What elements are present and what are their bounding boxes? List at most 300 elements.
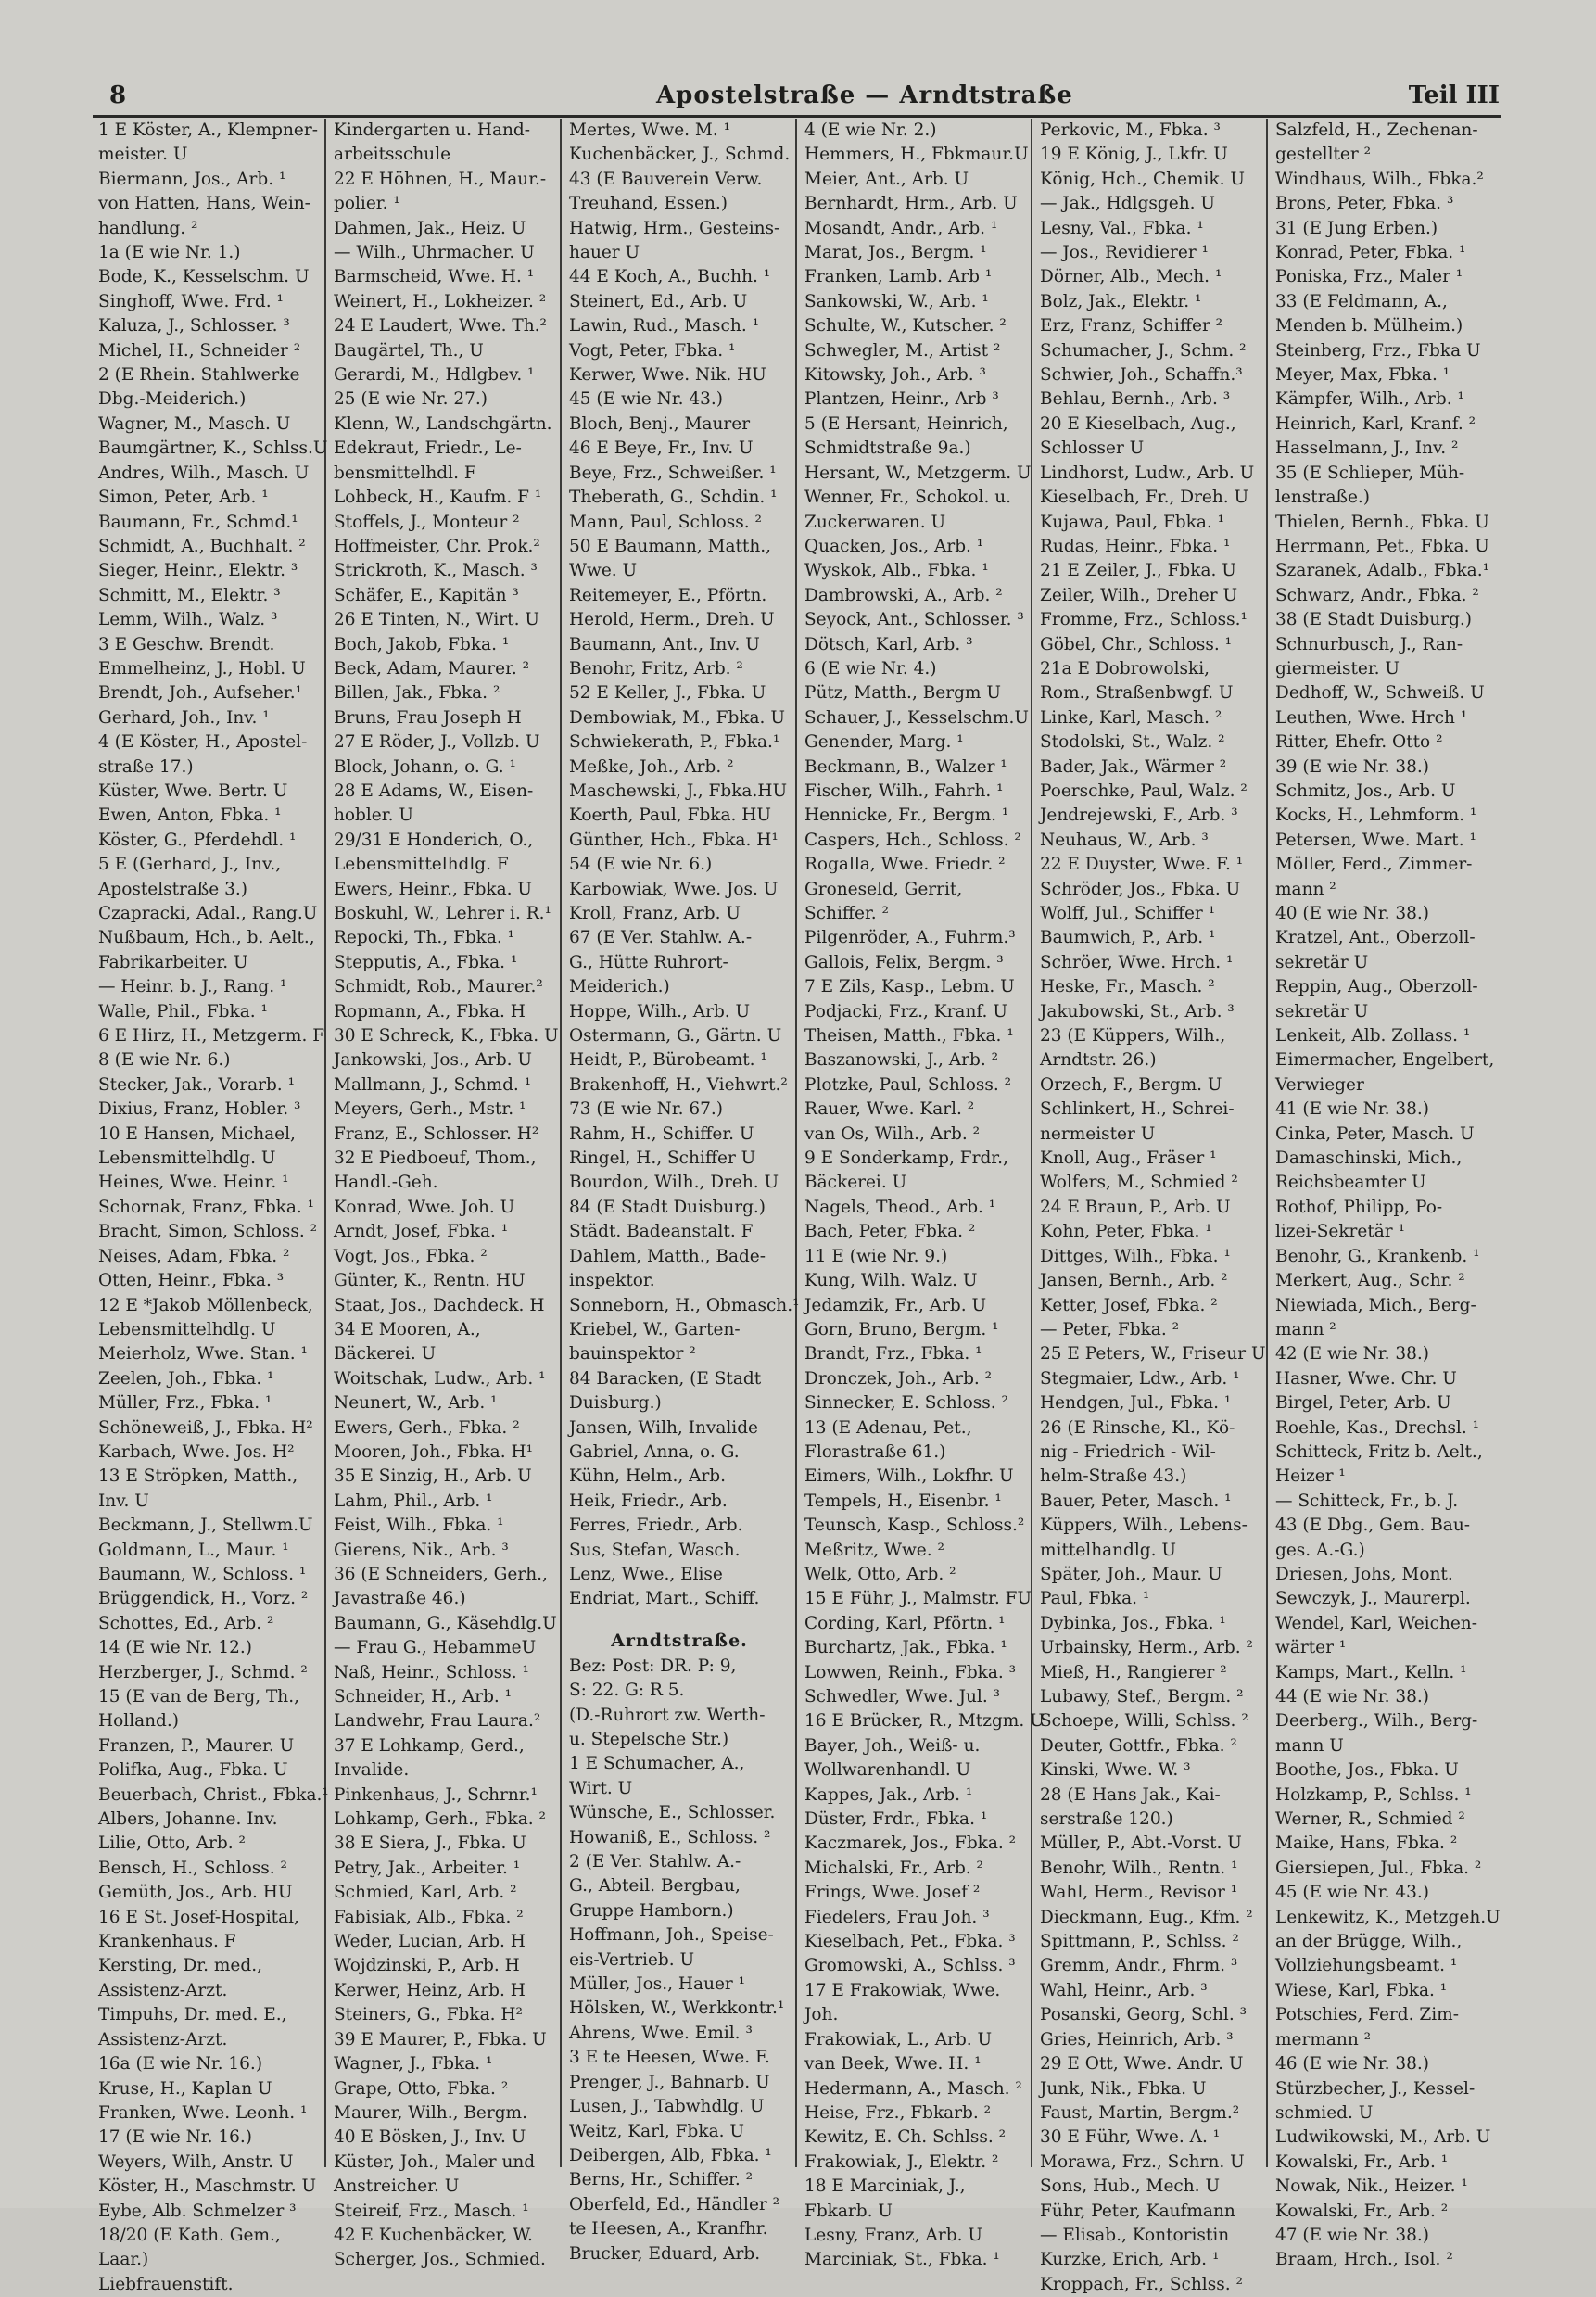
directory-entry: Niewiada, Mich., Berg- [1275, 1295, 1476, 1315]
directory-entry: Treuhand, Essen.) [569, 194, 728, 214]
directory-entry: 39 (E wie Nr. 38.) [1275, 756, 1430, 777]
directory-entry: Eimermacher, Engelbert, [1275, 1050, 1495, 1071]
directory-entry: 21 E Zeiler, J., Fbka. U [1040, 561, 1236, 581]
directory-entry: Petersen, Wwe. Mart. ¹ [1275, 830, 1476, 850]
directory-entry: Dahmen, Jak., Heiz. U [334, 218, 526, 238]
directory-entry: Gerardi, M., Hdlgbev. ¹ [334, 365, 535, 386]
directory-entry: Neunert, W., Arb. ¹ [334, 1393, 498, 1414]
directory-entry: Brüggendick, H., Vorz. ² [98, 1589, 309, 1609]
directory-entry: Wahl, Heinr., Arb. ³ [1040, 1980, 1208, 2000]
directory-entry: 35 (E Schlieper, Müh- [1275, 463, 1465, 483]
directory-entry: Göbel, Chr., Schloss. ¹ [1040, 634, 1233, 654]
directory-entry: Bernhardt, Hrm., Arb. U [804, 194, 1018, 214]
directory-entry: Mosandt, Andr., Arb. ¹ [804, 218, 998, 238]
directory-entry: Albers, Johanne. Inv. [98, 1809, 278, 1830]
directory-entry: Schröer, Wwe. Hrch. ¹ [1040, 952, 1234, 972]
directory-entry: 10 E Hansen, Michael, [98, 1123, 296, 1144]
directory-entry: Kämpfer, Wilh., Arb. ¹ [1275, 389, 1464, 410]
directory-entry: Konrad, Peter, Fbka. ¹ [1275, 243, 1466, 263]
directory-entry: 42 (E wie Nr. 38.) [1275, 1344, 1430, 1364]
directory-entry: gestellter ² [1275, 145, 1372, 165]
directory-entry: Rom., Straßenbwgf. U [1040, 683, 1234, 704]
directory-entry: Schwiekerath, P., Fbka.¹ [569, 732, 780, 753]
directory-entry: Schmidt, Rob., Maurer.² [334, 977, 543, 997]
column-6 [1268, 119, 1503, 2270]
directory-entry: Perkovic, M., Fbka. ³ [1040, 121, 1221, 140]
directory-entry: 3 E Geschw. Brendt. [98, 634, 275, 654]
street-description: Bez: Post: DR. P: 9, [569, 1656, 737, 1676]
directory-entry: Hasselmann, J., Inv. ² [1275, 438, 1459, 459]
directory-entry: Hatwig, Hrm., Gesteins- [569, 218, 780, 238]
directory-entry: Bracht, Simon, Schloss. ² [98, 1222, 318, 1242]
directory-entry: Rogalla, Wwe. Friedr. ² [804, 855, 1006, 875]
directory-entry: Maike, Hans, Fbka. ² [1275, 1834, 1458, 1854]
directory-entry: 15 E Führ, J., Malmstr. FU [804, 1589, 1032, 1609]
directory-entry: Baumann, G., Käsehdlg.U [334, 1613, 557, 1633]
directory-entry: Kappes, Jak., Arb. ¹ [804, 1784, 973, 1805]
directory-entry: Baumgärtner, K., Schlss.U [98, 438, 328, 459]
directory-entry: Boothe, Jos., Fbka. U [1275, 1760, 1459, 1781]
directory-entry: Schwegler, M., Artist ² [804, 340, 1001, 361]
directory-entry: Stürzbecher, J., Kessel- [1275, 2078, 1476, 2099]
directory-entry: Reppin, Aug., Oberzoll- [1275, 977, 1478, 997]
directory-entry: lizei-Sekretär ¹ [1275, 1222, 1405, 1242]
directory-entry: 22 E Duyster, Wwe. F. ¹ [1040, 855, 1244, 875]
directory-entry: — Jos., Revidierer ¹ [1040, 243, 1209, 263]
directory-entry: Behlau, Bernh., Arb. ³ [1040, 389, 1231, 410]
directory-entry: Schnurbusch, J., Ran- [1275, 634, 1463, 654]
directory-entry: Küster, Joh., Maler und [334, 2151, 536, 2172]
directory-entry: — Schitteck, Fr., b. J. [1275, 1491, 1459, 1511]
directory-entry: 52 E Keller, J., Fbka. U [569, 683, 766, 704]
directory-entry: Singhoff, Wwe. Frd. ¹ [98, 291, 284, 311]
directory-entry: mann ² [1275, 879, 1336, 899]
directory-entry: Kowalski, Fr., Arb. ² [1275, 2201, 1449, 2221]
directory-entry: Berns, Hr., Schiffer. ² [569, 2170, 754, 2190]
directory-entry: Kruse, H., Kaplan U [98, 2078, 272, 2099]
directory-entry: 17 E Frakowiak, Wwe. [804, 1980, 1001, 2000]
directory-entry: Heines, Wwe. Heinr. ¹ [98, 1173, 289, 1193]
directory-entry: 4 (E wie Nr. 2.) [804, 121, 937, 140]
directory-entry: Plotzke, Paul, Schloss. ² [804, 1074, 1012, 1095]
directory-entry: Dieckmann, Eug., Kfm. ² [1040, 1907, 1253, 1927]
directory-entry: Billen, Jak., Fbka. ² [334, 683, 500, 704]
directory-entry: Meßke, Joh., Arb. ² [569, 756, 734, 777]
directory-entry: 16 E St. Josef-Hospital, [98, 1907, 299, 1927]
directory-entry: nermeister U [1040, 1123, 1156, 1144]
directory-entry: Stepputis, A., Fbka. ¹ [334, 952, 518, 972]
directory-entry: 22 E Höhnen, H., Maur.- [334, 169, 547, 189]
directory-entry: Sieger, Heinr., Elektr. ³ [98, 561, 298, 581]
directory-entry: Brakenhoff, H., Viehwrt.² [569, 1074, 788, 1095]
directory-entry: — Frau G., HebammeU [334, 1638, 537, 1658]
directory-entry: hauer U [569, 243, 640, 263]
directory-entry: Bode, K., Kesselschm. U [98, 267, 310, 287]
part-label: Teil III [1408, 82, 1500, 109]
directory-entry: bensmittelhdl. F [334, 463, 476, 483]
directory-entry: Maurer, Wilh., Bergm. [334, 2102, 527, 2123]
directory-entry: G., Hütte Ruhrort- [569, 952, 728, 972]
directory-entry: Bolz, Jak., Elektr. ¹ [1040, 291, 1202, 311]
directory-entry: te Heesen, A., Kranfhr. [569, 2219, 768, 2240]
directory-entry: Müller, Frz., Fbka. ¹ [98, 1393, 272, 1414]
column-1 [91, 119, 329, 2294]
directory-entry: Goldmann, L., Maur. ¹ [98, 1540, 289, 1560]
directory-entry: 32 E Piedboeuf, Thom., [334, 1148, 537, 1169]
directory-entry: Beye, Frz., Schweißer. ¹ [569, 463, 777, 483]
directory-entry: Barmscheid, Wwe. H. ¹ [334, 267, 535, 287]
directory-entry: Seyock, Ant., Schlosser. ³ [804, 610, 1024, 630]
directory-entry: Scherger, Jos., Schmied. [334, 2250, 546, 2270]
directory-entry: Driesen, Johs, Mont. [1275, 1564, 1453, 1584]
directory-entry: Meyer, Max, Fbka. ¹ [1275, 365, 1450, 386]
directory-entry: 35 E Sinzig, H., Arb. U [334, 1466, 532, 1487]
directory-entry: Brons, Peter, Fbka. ³ [1275, 194, 1454, 214]
directory-entry: Günter, K., Rentn. HU [334, 1271, 526, 1291]
directory-entry: Lusen, J., Tabwhdlg. U [569, 2097, 765, 2117]
directory-entry: Schmidtstraße 9a.) [804, 438, 971, 459]
directory-entry: Kroll, Franz, Arb. U [569, 904, 741, 923]
directory-entry: Benohr, Wilh., Rentn. ¹ [1040, 1858, 1238, 1878]
directory-entry: 38 E Siera, J., Fbka. U [334, 1834, 526, 1854]
directory-entry: 43 (E Dbg., Gem. Bau- [1275, 1516, 1471, 1536]
directory-entry: 13 E Ströpken, Matth., [98, 1466, 298, 1487]
directory-entry: Franzen, P., Maurer. U [98, 1735, 295, 1756]
directory-entry: van Os, Wilh., Arb. ² [804, 1123, 981, 1144]
directory-entry: Hedermann, A., Masch. ² [804, 2078, 1022, 2099]
directory-entry: Eimers, Wilh., Lokfhr. U [804, 1466, 1014, 1487]
directory-entry: Herold, Herm., Dreh. U [569, 610, 775, 630]
directory-entry: Bäckerei. U [334, 1344, 437, 1364]
directory-entry: Lesny, Val., Fbka. ¹ [1040, 218, 1204, 238]
directory-entry: Schitteck, Fritz b. Aelt., [1275, 1441, 1483, 1462]
directory-entry: Kratzel, Ant., Oberzoll- [1275, 928, 1476, 948]
directory-entry: Ostermann, G., Gärtn. U [569, 1026, 782, 1047]
directory-entry: Kocks, H., Lehmform. ¹ [1275, 806, 1477, 826]
directory-entry: Jedamzik, Fr., Arb. U [804, 1295, 987, 1315]
directory-entry: Franz, E., Schlosser. H² [334, 1123, 539, 1144]
directory-entry: Schröder, Jos., Fbka. U [1040, 879, 1241, 899]
directory-entry: 26 E Tinten, N., Wirt. U [334, 610, 539, 630]
directory-entry: Bader, Jak., Wärmer ² [1040, 756, 1227, 777]
directory-entry: 39 E Maurer, P., Fbka. U [334, 2029, 547, 2050]
directory-entry: Assistenz-Arzt. [98, 1980, 228, 2000]
directory-entry: Lemm, Wilh., Walz. ³ [98, 610, 278, 630]
directory-entry: Benohr, Fritz, Arb. ² [569, 658, 743, 679]
directory-entry: serstraße 120.) [1040, 1809, 1173, 1830]
directory-entry: 2 (E Rhein. Stahlwerke [98, 365, 300, 386]
directory-entry: Andres, Wilh., Masch. U [98, 463, 310, 483]
directory-entry: Brucker, Eduard, Arb. [569, 2243, 761, 2264]
directory-entry: Frakowiak, J., Elektr. ² [804, 2151, 999, 2172]
directory-entry: Hasner, Wwe. Chr. U [1275, 1368, 1457, 1389]
directory-entry: 21a E Dobrowolski, [1040, 658, 1210, 679]
directory-entry: Paul, Fbka. ¹ [1040, 1589, 1150, 1609]
directory-entry: Hendgen, Jul., Fbka. ¹ [1040, 1393, 1232, 1414]
directory-entry: mittelhandlg. U [1040, 1540, 1177, 1560]
directory-entry: Lohbeck, H., Kaufm. F ¹ [334, 488, 542, 508]
columns [91, 119, 1503, 2294]
directory-entry: Endriat, Mart., Schiff. [569, 1589, 760, 1609]
directory-entry: Stegmaier, Ldw., Arb. ¹ [1040, 1368, 1240, 1389]
directory-entry: Szaranek, Adalb., Fbka.¹ [1275, 561, 1490, 581]
directory-entry: Reitemeyer, E., Pförtn. [569, 585, 767, 605]
directory-entry: Joh. [804, 2005, 839, 2025]
directory-entry: Gallois, Felix, Bergm. ³ [804, 952, 1004, 972]
directory-entry: Jansen, Bernh., Arb. ² [1040, 1271, 1228, 1291]
directory-entry: Sinnecker, E. Schloss. ² [804, 1393, 1008, 1414]
directory-entry: Dembowiak, M., Fbka. U [569, 707, 785, 728]
directory-entry: sekretär U [1275, 952, 1369, 972]
directory-entry: Karbach, Wwe. Jos. H² [98, 1441, 295, 1462]
directory-entry: Ferres, Friedr., Arb. [569, 1516, 743, 1536]
directory-entry: Werner, R., Schmied ² [1275, 1809, 1465, 1830]
directory-entry: 20 E Kieselbach, Aug., [1040, 413, 1236, 434]
directory-entry: 31 (E Jung Erben.) [1275, 218, 1438, 238]
directory-entry: Groneseld, Gerrit, [804, 879, 963, 899]
directory-entry: Kewitz, E. Ch. Schlss. ² [804, 2127, 1007, 2148]
directory-entry: Gorn, Bruno, Bergm. ¹ [804, 1319, 999, 1339]
directory-entry: Schauer, J., Kesselschm.U [804, 707, 1029, 728]
directory-entry: Baumann, Ant., Inv. U [569, 634, 760, 654]
directory-entry: Lebensmittelhdlg. U [98, 1148, 276, 1169]
directory-entry: Theberath, G., Schdin. ¹ [569, 488, 778, 508]
directory-entry: Lohkamp, Gerh., Fbka. ² [334, 1809, 546, 1830]
directory-entry: 4 (E Köster, H., Apostel- [98, 732, 308, 753]
directory-entry: Biermann, Jos., Arb. ¹ [98, 169, 286, 189]
directory-entry: 9 E Sonderkamp, Frdr., [804, 1148, 1008, 1169]
directory-entry: Strickroth, K., Masch. ³ [334, 561, 538, 581]
directory-entry: Nagels, Theod., Arb. ¹ [804, 1197, 996, 1217]
directory-entry: ges. A.-G.) [1275, 1540, 1365, 1560]
directory-entry: 28 E Adams, W., Eisen- [334, 780, 534, 801]
directory-entry: sekretär U [1275, 1001, 1369, 1022]
directory-entry: Fabrikarbeiter. U [98, 952, 248, 972]
directory-entry: Heinrich, Karl, Kranf. ² [1275, 413, 1476, 434]
directory-entry: Wünsche, E., Schlosser. [569, 1803, 776, 1823]
directory-entry: Linke, Karl, Masch. ² [1040, 707, 1222, 728]
directory-entry: Staat, Jos., Dachdeck. H [334, 1295, 545, 1315]
directory-entry: Düster, Frdr., Fbka. ¹ [804, 1809, 988, 1830]
directory-entry: 28 (E Hans Jak., Kai- [1040, 1784, 1221, 1805]
directory-entry: Vogt, Jos., Fbka. ² [334, 1246, 488, 1266]
header-rule [93, 115, 1501, 118]
directory-entry: 16a (E wie Nr. 16.) [98, 2054, 263, 2075]
directory-entry: Dambrowski, A., Arb. ² [804, 585, 1003, 605]
directory-entry: Fischer, Wilh., Fahrh. ¹ [804, 780, 1004, 801]
directory-entry: Rahm, H., Schiffer. U [569, 1123, 754, 1144]
directory-entry: Damaschinski, Mich., [1275, 1148, 1463, 1169]
directory-entry: Bruns, Frau Joseph H [334, 707, 522, 728]
directory-entry: Schoepe, Willi, Schlss. ² [1040, 1711, 1248, 1732]
directory-entry: 45 (E wie Nr. 43.) [1275, 1883, 1430, 1903]
directory-entry: Franken, Lamb. Arb ¹ [804, 267, 993, 287]
directory-entry: — Peter, Fbka. ² [1040, 1319, 1179, 1339]
directory-entry: Vogt, Peter, Fbka. ¹ [569, 340, 736, 361]
directory-entry: Steinberg, Frz., Fbka U [1275, 340, 1481, 361]
directory-entry: Theisen, Matth., Fbka. ¹ [804, 1026, 1014, 1047]
directory-entry: Reichsbeamter U [1275, 1173, 1426, 1193]
directory-entry: Oberfeld, Ed., Händler ² [569, 2194, 780, 2215]
directory-entry: Schmied, Karl, Arb. ² [334, 1883, 517, 1903]
directory-entry: Schumacher, J., Schm. ² [1040, 340, 1247, 361]
directory-entry: Gries, Heinrich, Arb. ³ [1040, 2029, 1234, 2050]
directory-entry: Erz, Franz, Schiffer ² [1040, 316, 1223, 336]
directory-entry: Fabisiak, Alb., Fbka. ² [334, 1907, 524, 1927]
directory-entry: Meyers, Gerh., Mstr. ¹ [334, 1099, 526, 1120]
directory-entry: Deerberg., Wilh., Berg- [1275, 1711, 1478, 1732]
directory-entry: Handl.-Geh. [334, 1173, 438, 1193]
directory-entry: Wiese, Karl, Fbka. ¹ [1275, 1980, 1448, 2000]
directory-entry: Junk, Nik., Fbka. U [1040, 2078, 1207, 2099]
directory-entry: Zeiler, Wilh., Dreher U [1040, 585, 1238, 605]
directory-entry: Lawin, Rud., Masch. ¹ [569, 316, 759, 336]
directory-entry: Bäckerei. U [804, 1173, 907, 1193]
directory-entry: Inv. U [98, 1491, 149, 1511]
directory-entry: straße 17.) [98, 756, 194, 777]
directory-entry: Giersiepen, Jul., Fbka. ² [1275, 1858, 1482, 1878]
directory-entry: Lilie, Otto, Arb. ² [98, 1834, 246, 1854]
directory-entry: Franken, Wwe. Leonh. ¹ [98, 2102, 308, 2123]
directory-entry: Roehle, Kas., Drechsl. ¹ [1275, 1417, 1480, 1438]
directory-entry: Kurzke, Erich, Arb. ¹ [1040, 2250, 1220, 2270]
directory-entry: lenstraße.) [1275, 488, 1370, 508]
column-2 [326, 119, 562, 2270]
directory-entry: 36 (E Schneiders, Gerh., [334, 1564, 548, 1584]
directory-entry: Jakubowski, St., Arb. ³ [1040, 1001, 1235, 1022]
directory-entry: 6 (E wie Nr. 4.) [804, 658, 937, 679]
directory-entry: 37 E Lohkamp, Gerd., [334, 1735, 525, 1756]
directory-entry: van Beek, Wwe. H. ¹ [804, 2054, 982, 2075]
directory-entry: Ropmann, A., Fbka. H [334, 1001, 526, 1022]
directory-entry: nig - Friedrich - Wil- [1040, 1441, 1216, 1462]
directory-entry: Küppers, Wilh., Lebens- [1040, 1516, 1248, 1536]
directory-entry: meister. U [98, 145, 188, 165]
directory-entry: 46 (E wie Nr. 38.) [1275, 2054, 1430, 2075]
directory-entry: Deuter, Gottfr., Fbka. ² [1040, 1735, 1237, 1756]
directory-entry: Cording, Karl, Pförtn. ¹ [804, 1613, 1006, 1633]
directory-entry: Gerhard, Joh., Inv. ¹ [98, 707, 270, 728]
directory-entry: Marat, Jos., Bergm. ¹ [804, 243, 987, 263]
directory-entry: Hoffmeister, Chr. Prok.² [334, 536, 540, 556]
directory-entry: Bauer, Peter, Masch. ¹ [1040, 1491, 1232, 1511]
directory-entry: Kerwer, Heinz, Arb. H [334, 1980, 526, 2000]
directory-entry: Gromowski, A., Schlss. ³ [804, 1956, 1016, 1976]
directory-entry: Lenkeit, Alb. Zollass. ¹ [1275, 1026, 1471, 1047]
directory-entry: 45 (E wie Nr. 43.) [569, 389, 724, 410]
directory-entry: Polifka, Aug., Fbka. U [98, 1760, 288, 1781]
directory-entry: Karbowiak, Wwe. Jos. U [569, 879, 779, 899]
directory-entry: Arndt, Josef, Fbka. ¹ [334, 1222, 509, 1242]
directory-entry: Boch, Jakob, Fbka. ¹ [334, 634, 510, 654]
directory-entry: Konrad, Wwe. Joh. U [334, 1197, 515, 1217]
directory-entry: Wolfers, M., Schmied ² [1040, 1173, 1238, 1193]
directory-entry: Gabriel, Anna, o. G. [569, 1441, 740, 1462]
directory-entry: 54 (E wie Nr. 6.) [569, 855, 713, 875]
directory-entry: Laar.) [98, 2250, 149, 2270]
directory-entry: Schwier, Joh., Schaffn.³ [1040, 365, 1243, 386]
directory-entry: polier. ¹ [334, 194, 400, 214]
directory-entry: 40 E Bösken, J., Inv. U [334, 2127, 526, 2148]
directory-entry: Kriebel, W., Garten- [569, 1319, 741, 1339]
directory-entry: 43 (E Bauverein Verw. [569, 169, 763, 189]
directory-entry: Herrmann, Pet., Fbka. U [1275, 536, 1489, 556]
directory-entry: Podjacki, Frz., Kranf. U [804, 1001, 1007, 1022]
directory-entry: Ketter, Josef, Fbka. ² [1040, 1295, 1218, 1315]
directory-entry: Lenkewitz, K., Metzgeh.U [1275, 1907, 1501, 1927]
directory-entry: Stodolski, St., Walz. ² [1040, 732, 1225, 753]
page-header [109, 74, 1500, 119]
directory-entry: Kindergarten u. Hand- [334, 121, 531, 140]
directory-entry: Bach, Peter, Fbka. ² [804, 1222, 976, 1242]
directory-entry: Wwe. U [569, 561, 638, 581]
directory-entry: giermeister. U [1275, 658, 1400, 679]
directory-entry: 5 E (Gerhard, J., Inv., [98, 855, 282, 875]
directory-entry: Neuhaus, W., Arb. ³ [1040, 830, 1209, 850]
directory-entry: Edekraut, Friedr., Le- [334, 438, 522, 459]
directory-entry: Bensch, H., Schloss. ² [98, 1858, 287, 1878]
directory-entry: Cinka, Peter, Masch. U [1275, 1123, 1475, 1144]
directory-entry: Holland.) [98, 1711, 179, 1732]
directory-entry: Baumwich, P., Arb. ¹ [1040, 928, 1216, 948]
directory-entry: Poerschke, Paul, Walz. ² [1040, 780, 1248, 801]
directory-entry: — Wilh., Uhrmacher. U [334, 243, 535, 263]
directory-entry: Wollwarenhandl. U [804, 1760, 971, 1781]
directory-entry: Invalide. [334, 1760, 410, 1781]
directory-entry: Tempels, H., Eisenbr. ¹ [804, 1491, 1002, 1511]
directory-entry: Emmelheinz, J., Hobl. U [98, 658, 306, 679]
directory-entry: Posanski, Georg, Schl. ³ [1040, 2005, 1248, 2025]
directory-entry: 6 E Hirz, H., Metzgerm. F [98, 1026, 325, 1047]
directory-entry: Ludwikowski, M., Arb. U [1275, 2127, 1491, 2148]
directory-entry: Rauer, Wwe. Karl. ² [804, 1099, 975, 1120]
directory-entry: — Elisab., Kontoristin [1040, 2225, 1230, 2245]
directory-entry: Kohn, Peter, Fbka. ¹ [1040, 1222, 1212, 1242]
directory-entry: Schulte, W., Kutscher. ² [804, 316, 1007, 336]
directory-entry: Dybinka, Jos., Fbka. ¹ [1040, 1613, 1226, 1633]
directory-entry: Zuckerwaren. U [804, 512, 946, 532]
directory-entry: Müller, P., Abt.-Vorst. U [1040, 1834, 1242, 1854]
directory-entry: 1a (E wie Nr. 1.) [98, 243, 241, 263]
directory-entry: Hoffmann, Joh., Speise- [569, 1925, 774, 1946]
directory-entry: Herzberger, J., Schmd. ² [98, 1662, 308, 1682]
directory-entry: Poniska, Frz., Maler ¹ [1275, 267, 1463, 287]
directory-entry: 11 E (wie Nr. 9.) [804, 1246, 948, 1266]
directory-entry: Meiderich.) [569, 977, 670, 997]
directory-entry: Köster, H., Maschmstr. U [98, 2176, 317, 2197]
directory-entry: Welk, Otto, Arb. ² [804, 1564, 956, 1584]
directory-entry: König, Hch., Chemik. U [1040, 169, 1245, 189]
directory-entry: Lubawy, Stef., Bergm. ² [1040, 1687, 1244, 1707]
directory-entry: Kieselbach, Pet., Fbka. ³ [804, 1932, 1016, 1952]
directory-entry: Marciniak, St., Fbka. ¹ [804, 2250, 1000, 2270]
directory-entry: Salzfeld, H., Zechenan- [1275, 121, 1478, 140]
directory-entry: Rudas, Heinr., Fbka. ¹ [1040, 536, 1231, 556]
directory-entry: Caspers, Hch., Schloss. ² [804, 830, 1021, 850]
directory-entry: Köster, G., Pferdehdl. ¹ [98, 830, 297, 850]
directory-entry: Orzech, F., Bergm. U [1040, 1074, 1222, 1095]
directory-entry: Heske, Fr., Masch. ² [1040, 977, 1215, 997]
directory-entry: 2 (E Ver. Stahlw. A.- [569, 1852, 741, 1872]
directory-entry: Weyers, Wilh, Anstr. U [98, 2151, 294, 2172]
directory-entry: mermann ² [1275, 2029, 1372, 2050]
directory-entry: 8 (E wie Nr. 6.) [98, 1050, 231, 1071]
directory-entry: Wendel, Karl, Weichen- [1275, 1613, 1477, 1633]
directory-entry: Thielen, Bernh., Fbka. U [1275, 512, 1489, 532]
directory-entry: Sankowski, W., Arb. ¹ [804, 291, 989, 311]
directory-entry: Schottes, Ed., Arb. ² [98, 1613, 274, 1633]
directory-entry: Schäfer, E., Kapitän ³ [334, 585, 519, 605]
